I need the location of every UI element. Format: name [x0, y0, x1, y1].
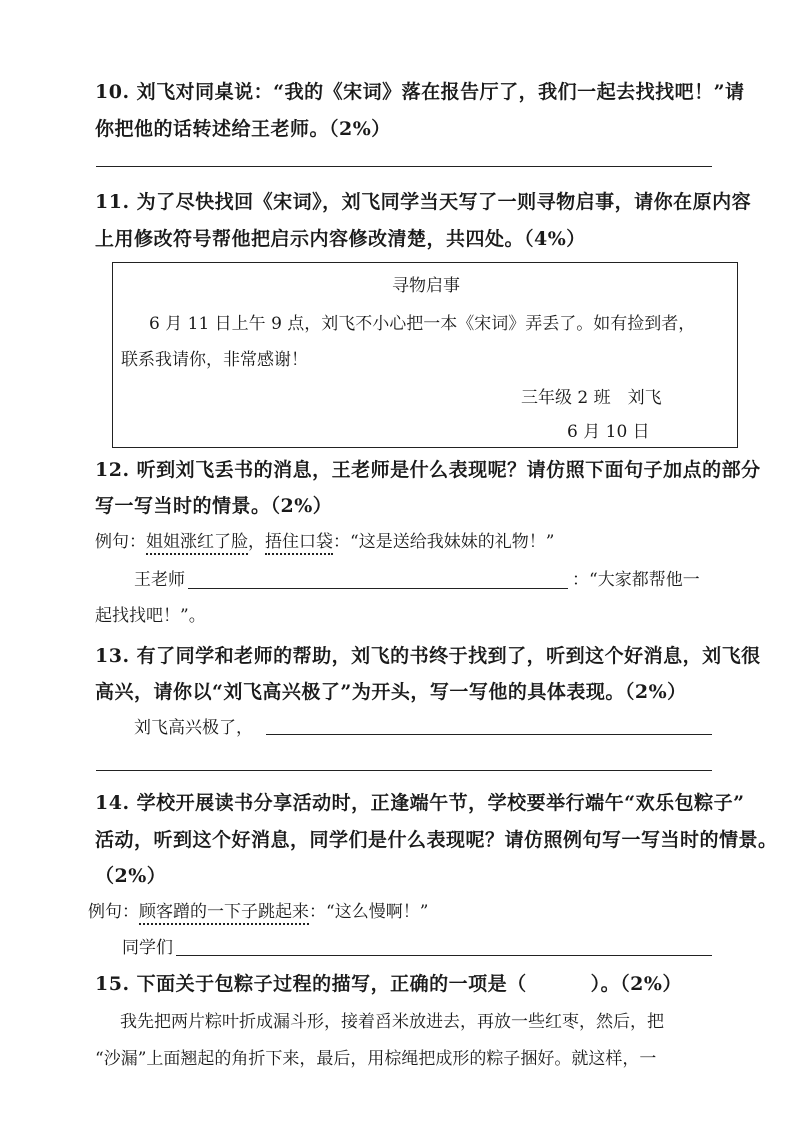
answer-12-line2: 起找找吧！”。 — [95, 606, 206, 626]
notice-signature: 三年级 2 班 刘飞 — [521, 388, 662, 408]
question-15-points: ）。（2%） — [590, 973, 682, 995]
question-14-example — [88, 897, 428, 927]
example-rest: ：“这是送给我妹妹的礼物！” — [333, 532, 555, 552]
answer-line-10[interactable] — [96, 166, 712, 167]
question-14-line3: （2%） — [95, 865, 167, 887]
example-dotted-phrase-2: 捂住口袋 — [265, 532, 333, 555]
answer-line-14[interactable] — [176, 955, 712, 956]
question-13-line1: 13. 有了同学和老师的帮助，刘飞的书终于找到了，听到这个好消息，刘飞很 — [95, 645, 761, 667]
example-dotted-phrase: 顾客蹭的一下子跳起来 — [139, 902, 309, 925]
question-12-line2: 写一写当时的情景。（2%） — [95, 495, 333, 517]
question-14-line1: 14. 学校开展读书分享活动时，正逢端午节，学校要举行端午“欢乐包粽子” — [95, 792, 745, 814]
lost-item-notice-box[interactable] — [112, 262, 738, 448]
question-14-line2: 活动，听到这个好消息，同学们是什么表现呢？请仿照例句写一写当时的情景。 — [95, 829, 778, 851]
example-dotted-phrase-1: 姐姐涨红了脸 — [146, 532, 248, 555]
notice-body-line2: 联系我请你，非常感谢！ — [121, 350, 308, 370]
question-10-line2: 你把他的话转述给王老师。（2%） — [95, 118, 391, 140]
answer-12-prefix: 王老师 — [134, 570, 185, 590]
example-label: 例句： — [88, 902, 139, 922]
answer-line-13b[interactable] — [96, 770, 712, 771]
question-11-line2: 上用修改符号帮他把启示内容修改清楚，共四处。（4%） — [95, 228, 586, 250]
answer-line-13a[interactable] — [266, 734, 712, 735]
passage-line1: 我先把两片粽叶折成漏斗形，接着舀米放进去，再放一些红枣，然后，把 — [120, 1012, 664, 1032]
example-separator: ， — [248, 532, 265, 552]
example-label: 例句： — [95, 532, 146, 552]
question-10-line1: 10. 刘飞对同桌说：“我的《宋词》落在报告厅了，我们一起去找找吧！”请 — [95, 81, 745, 103]
question-15-line1 — [95, 967, 682, 1001]
answer-line-12[interactable] — [188, 588, 568, 589]
example-rest: ：“这么慢啊！” — [309, 902, 429, 922]
notice-date: 6 月 10 日 — [567, 422, 650, 442]
passage-line2: “沙漏”上面翘起的角折下来，最后，用棕绳把成形的粽子捆好。就这样，一 — [95, 1049, 657, 1069]
question-12-line1: 12. 听到刘飞丢书的消息，王老师是什么表现呢？请仿照下面句子加点的部分 — [95, 459, 761, 481]
notice-body-line1: 6 月 11 日上午 9 点，刘飞不小心把一本《宋词》弄丢了。如有捡到者， — [149, 314, 696, 334]
question-15-text: 15. 下面关于包粽子过程的描写，正确的一项是（ — [95, 973, 527, 995]
answer-13-prefix: 刘飞高兴极了， — [134, 718, 253, 738]
answer-12-suffix: ：“大家都帮他一 — [572, 570, 700, 590]
question-11-line1: 11. 为了尽快找回《宋词》，刘飞同学当天写了一则寻物启事，请你在原内容 — [95, 191, 752, 213]
question-13-line2: 高兴，请你以“刘飞高兴极了”为开头，写一写他的具体表现。（2%） — [95, 681, 687, 703]
notice-title: 寻物启事 — [392, 276, 460, 296]
answer-14-prefix: 同学们 — [122, 938, 173, 958]
question-12-example — [95, 527, 554, 557]
